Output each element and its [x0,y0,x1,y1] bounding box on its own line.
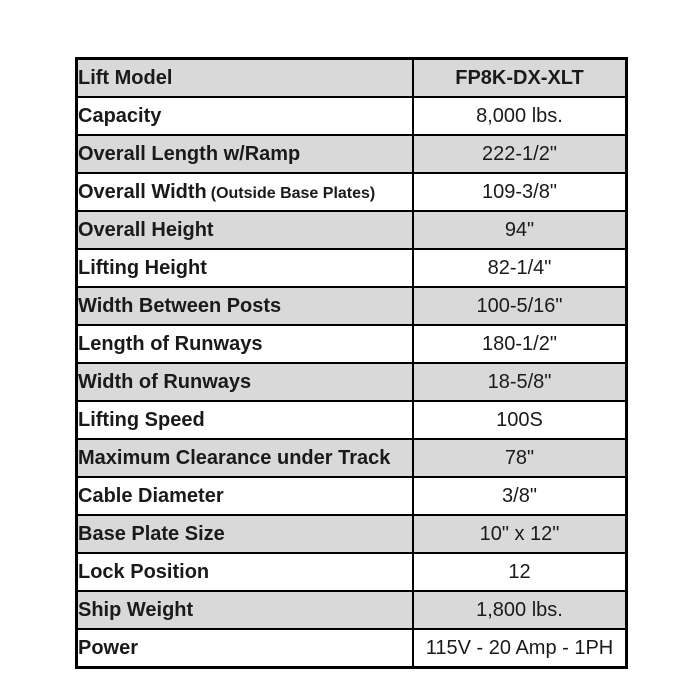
table-row [77,211,627,249]
table-row [77,629,627,668]
spec-value-cell: 180-1/2" [413,325,627,363]
spec-label: Base Plate Size [78,522,225,545]
spec-value-cell: 8,000 lbs. [413,97,627,135]
spec-value-cell: 94" [413,211,627,249]
spec-label: Lift Model [78,66,173,89]
spec-label-cell [77,59,414,98]
table-row [77,515,627,553]
spec-value-cell: 78" [413,439,627,477]
spec-label: Width Between Posts [78,294,282,317]
spec-label-cell [77,401,414,439]
spec-label-cell [77,439,414,477]
spec-label: Lifting Speed [78,408,205,431]
spec-label-cell [77,135,414,173]
spec-value-cell: FP8K-DX-XLT [413,59,627,98]
spec-label-cell [77,287,414,325]
table-row [77,59,627,98]
spec-label-cell [77,477,414,515]
spec-label: Ship Weight [78,598,194,621]
spec-value-cell: 109-3/8" [413,173,627,211]
spec-value-cell: 1,800 lbs. [413,591,627,629]
spec-value-cell: 82-1/4" [413,249,627,287]
table-row [77,439,627,477]
spec-value-cell: 10" x 12" [413,515,627,553]
spec-label: Overall Length w/Ramp [78,142,301,165]
table-row [77,249,627,287]
table-row [77,591,627,629]
spec-label-cell [77,173,414,211]
table-row [77,135,627,173]
spec-label-cell [77,553,414,591]
spec-value-cell: 100-5/16" [413,287,627,325]
table-row [77,325,627,363]
spec-label: Lifting Height [78,256,207,279]
spec-label: Power [78,636,139,659]
table-row [77,477,627,515]
spec-label: Maximum Clearance under Track [78,446,391,469]
table-row [77,97,627,135]
spec-label-cell [77,97,414,135]
spec-value-cell: 3/8" [413,477,627,515]
spec-label-cell [77,325,414,363]
spec-value-cell: 222-1/2" [413,135,627,173]
spec-label: Cable Diameter [78,484,224,507]
spec-value-cell: 100S [413,401,627,439]
spec-label: Width of Runways [78,370,252,393]
table-row [77,401,627,439]
spec-label-cell [77,515,414,553]
table-row [77,553,627,591]
spec-label: Capacity [78,104,162,127]
spec-label: Lock Position [78,560,210,583]
spec-label-cell [77,591,414,629]
table-row [77,363,627,401]
table-row [77,173,627,211]
spec-table-body [77,59,627,668]
spec-label: Overall Height [78,218,214,241]
spec-label: Length of Runways [78,332,263,355]
spec-label-cell [77,363,414,401]
spec-label-cell [77,211,414,249]
spec-sublabel: (Outside Base Plates) [210,184,376,202]
spec-value-cell: 115V - 20 Amp - 1PH [413,629,627,668]
spec-table [75,57,628,669]
spec-label: Overall Width [78,180,207,203]
spec-label-cell [77,249,414,287]
table-row [77,287,627,325]
spec-label-cell [77,629,414,668]
spec-value-cell: 12 [413,553,627,591]
spec-value-cell: 18-5/8" [413,363,627,401]
